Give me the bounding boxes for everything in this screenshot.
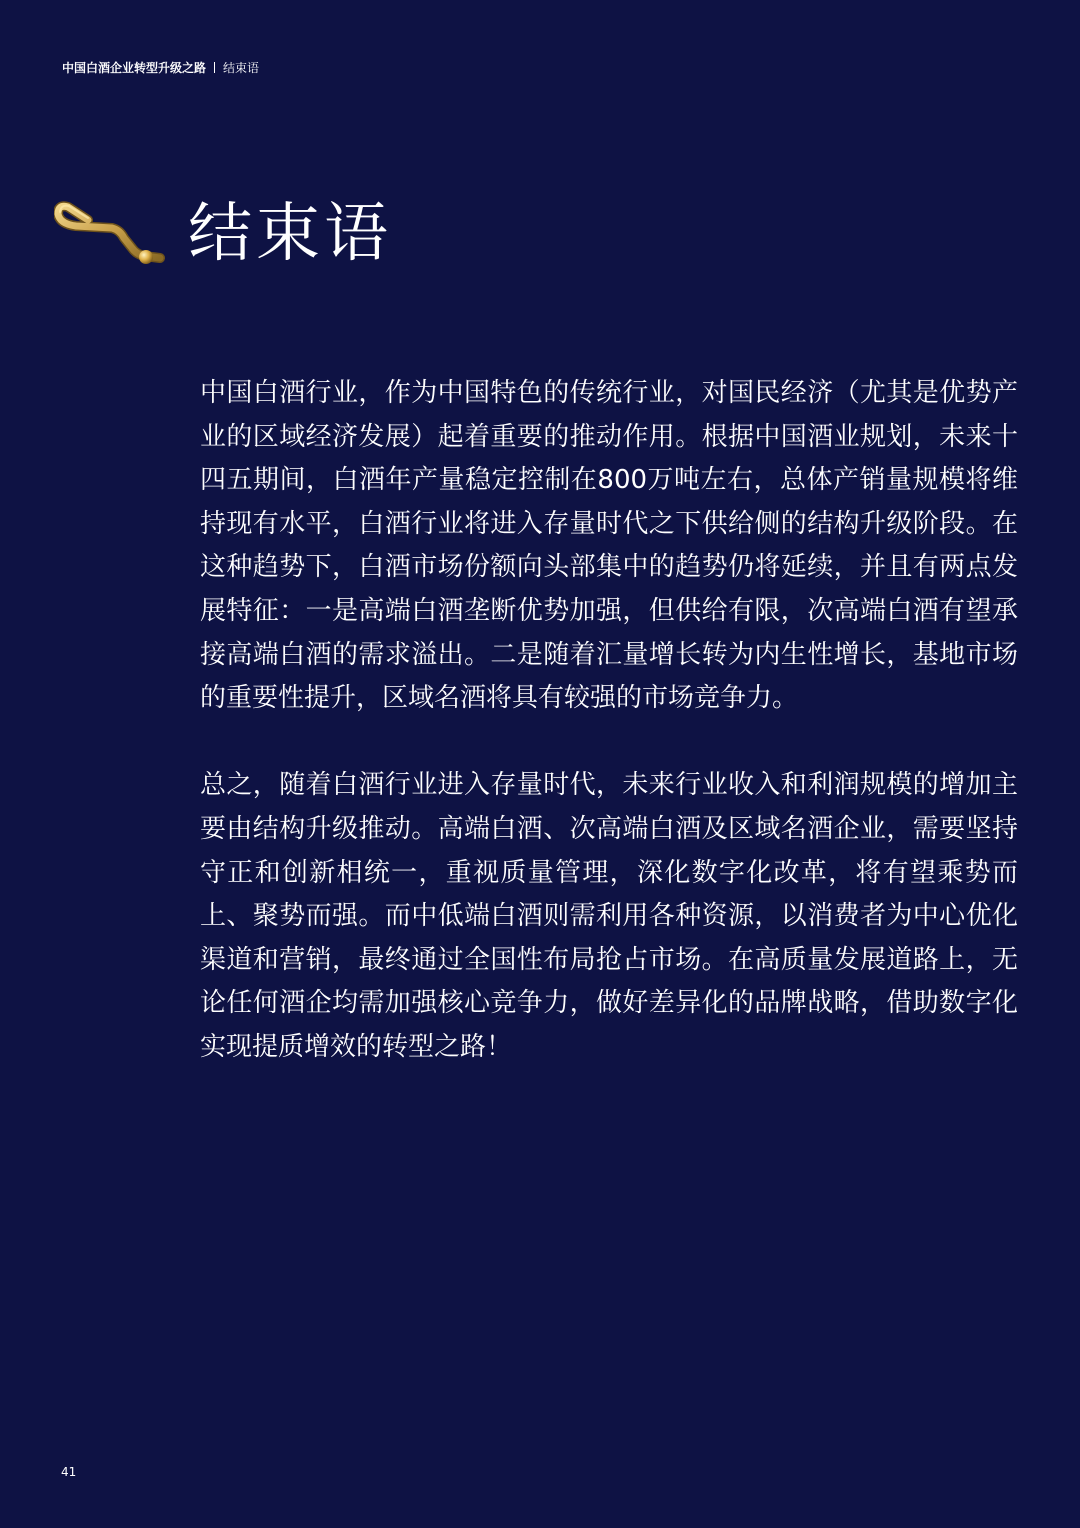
header-divider	[214, 62, 215, 73]
body-text	[200, 372, 1018, 1070]
running-header	[62, 60, 259, 76]
report-title: 中国白酒企业转型升级之路	[62, 61, 207, 75]
paragraph-2: 总之，随着白酒行业进入存量时代，未来行业收入和利润规模的增加主要由结构升级推动。高端白酒、次高端白酒及区域名酒企业，需要坚持守正和创新相统一，重视质量管理，深化数字化改革，将有望乘势而上、聚势而强。而中低端白酒则需利用各种资源，以消费者为中心优化渠道和营销，最终通过全国性布局抢占市场。在高质量发展道路上，无论任何酒企均需加强核心竞争力，做好差异化的品牌战略，借助数字化实现提质增效的转型之路！	[200, 770, 1018, 1062]
page-title: 结束语	[188, 197, 392, 271]
page-number: 41	[61, 1465, 77, 1479]
gold-winding-path-icon	[54, 196, 166, 272]
paragraph-1: 中国白酒行业，作为中国特色的传统行业，对国民经济（尤其是优势产业的区域经济发展）起着重要的推动作用。根据中国酒业规划，未来十四五期间，白酒年产量稳定控制在800万吨左右，总体产销量规模将维持现有水平，白酒行业将进入存量时代之下供给侧的结构升级阶段。在这种趋势下，白酒市场份额向头部集中的趋势仍将延续，并且有两点发展特征：一是高端白酒垄断优势加强，但供给有限，次高端白酒有望承接高端白酒的需求溢出。二是随着汇量增长转为内生性增长，基地市场的重要性提升，区域名酒将具有较强的市场竞争力。	[200, 378, 1018, 714]
section-name: 结束语	[223, 61, 260, 75]
